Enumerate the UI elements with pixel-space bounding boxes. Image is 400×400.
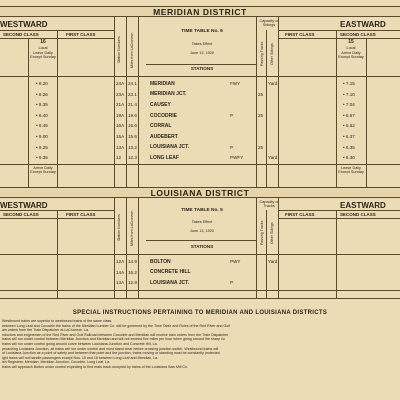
meridian-eastward-label: EASTWARD [340, 20, 386, 29]
louisiana-station-name: BOLTON [150, 258, 171, 265]
meridian-station-name: MERIDIAN JCT. [150, 91, 187, 98]
meridian-e-time: • 6.37 [343, 134, 355, 139]
meridian-station-number: 21A [116, 102, 125, 108]
louisiana-miles: 16.2 [128, 269, 137, 275]
louisiana-station-number: 14A [116, 269, 125, 275]
instruction-line: Westbound trains are superior to westbound trains of the same class. [2, 319, 113, 323]
louisiana-station-code: PWY [230, 259, 241, 264]
louisiana-stations-header: STATIONS [190, 244, 214, 249]
meridian-e-time: • 7.04 [343, 102, 355, 108]
meridian-station-number: 16A [116, 123, 125, 129]
meridian-w-second-class: SECOND CLASS [3, 32, 39, 37]
meridian-w-train-schedule: Leave Daily Except Sunday [30, 51, 56, 60]
louisiana-miles: 14.9 [128, 259, 137, 264]
meridian-w-arrive: Arrive Daily Except Sunday [30, 166, 56, 175]
meridian-w-time: • 9.35 [36, 155, 48, 161]
louisiana-station-number: 13A [116, 280, 125, 285]
meridian-e-time: • 6.57 [343, 112, 355, 118]
meridian-westward-label: WESTWARD [0, 20, 48, 29]
meridian-station-name: CAUSEY [150, 101, 171, 108]
meridian-e-leave: Leave Daily Except Sunday [338, 166, 364, 175]
instruction-line: between Long Leaf and Cocodrie the trains of the Meridian Lumber Co. will be governed by the Time Table and Rules of the Red River and Gulf [2, 323, 231, 328]
louisiana-w-second-class: SECOND CLASS [3, 212, 39, 217]
meridian-takes-effect: Takes Effect [191, 42, 213, 46]
meridian-w-train-type: Local [38, 46, 48, 50]
louisiana-takes-effect: Takes Effect [191, 220, 213, 224]
meridian-station-name: MERIDIAN [150, 80, 175, 87]
meridian-other-sidings: Yard [268, 81, 278, 86]
meridian-w-time: • 8.20 [36, 81, 48, 86]
meridian-e-first-class: FIRST CLASS [285, 32, 315, 37]
meridian-other-sidings-header: Other Sidings [270, 43, 274, 65]
meridian-station-code: P [230, 144, 234, 150]
instruction-line: trains will approach Bolton under control expecting to find mats track occupied by trains of the Louisiana Saw Mill Co. [2, 364, 188, 369]
instruction-line: nductors and enginemen of the Red River and Gulf Railroad between Cocodrie and Meridian will receive train orders from the Train Dispatcher [2, 332, 229, 337]
instruction-line: of Louisiana Junction as a point of safety and between that point and the junction, trains moving or standing must be constantly protected [2, 351, 220, 356]
meridian-station-code: FWY [230, 81, 241, 86]
meridian-e-time: • 6.35 [343, 144, 355, 150]
louisiana-station-code: P [230, 280, 234, 285]
meridian-capacity-header: Capacity of Sidings [259, 19, 279, 28]
meridian-e-time: • 7.15 [343, 81, 355, 86]
louisiana-miles-header: Miles from LaCroneon [130, 210, 134, 246]
meridian-e-train-type: Local [346, 46, 356, 50]
meridian-station-name: COCODRIE [150, 112, 177, 119]
meridian-e-train-schedule: Arrive Daily Except Sunday [338, 51, 364, 60]
louisiana-station-name: LOUISIANA JCT. [150, 279, 189, 286]
meridian-miles: 13.2 [128, 144, 137, 150]
instruction-line: trains will run under control between Meridian Junction and Meridian and will not exceed five miles per hour when going around the sharp cu [2, 337, 225, 342]
meridian-w-time: • 9.00 [36, 134, 48, 139]
louisiana-station-number: 12A [116, 259, 125, 264]
meridian-effective-date: June 13, 1920 [189, 51, 215, 55]
meridian-station-number: 19A [116, 112, 125, 118]
meridian-station-name: LOUISIANA JCT. [150, 144, 189, 151]
meridian-station-number: 15A [116, 134, 125, 139]
meridian-station-name: AUDEBERT [150, 133, 178, 140]
meridian-station-numbers-header: Station Numbers [117, 36, 121, 64]
louisiana-district-title: LOUISIANA DISTRICT [150, 188, 250, 198]
meridian-w-time: • 8.45 [36, 123, 48, 129]
louisiana-w-first-class: FIRST CLASS [66, 212, 96, 217]
meridian-miles: 21.4 [128, 102, 137, 108]
meridian-w-train-number: 16 [40, 39, 46, 45]
meridian-w-time: • 8.26 [36, 91, 48, 97]
instruction-line: ight trains will not handle passengers except Nos. 15 and 16 between Long Leaf and Meridian, La. [2, 355, 159, 360]
louisiana-effective-date: June 13, 1920 [189, 229, 215, 233]
louisiana-e-second-class: SECOND CLASS [340, 212, 376, 217]
meridian-miles: 16.6 [128, 123, 137, 129]
meridian-station-number: 24A [116, 81, 125, 86]
meridian-passing-tracks-header: Passing Tracks [260, 41, 264, 67]
meridian-passing-capacity: 25 [258, 91, 264, 97]
louisiana-miles: 12.8 [128, 280, 137, 285]
louisiana-eastward-label: EASTWARD [340, 201, 386, 210]
instruction-line: ish Registers: Meridian, Meridian Junction, Cocodrie, Long Leaf, La. [2, 360, 111, 365]
meridian-miles: 15.6 [128, 134, 137, 139]
meridian-miles: 19.6 [128, 112, 137, 118]
instruction-line: trains will run under control going around curve between Louisiana Junction and Concrete Hill, La. [2, 341, 158, 346]
meridian-timetable-number: TIME TABLE No. 6 [181, 29, 223, 34]
meridian-station-number: 12 [116, 155, 122, 161]
louisiana-westward-label: WESTWARD [0, 201, 48, 210]
special-instructions-heading: SPECIAL INSTRUCTIONS PERTAINING TO MERIDIAN AND LOUISIANA DISTRICTS [72, 310, 328, 316]
meridian-e-time: • 6.52 [343, 123, 355, 129]
meridian-passing-capacity: 25 [258, 144, 264, 150]
instruction-line: proaching Louisiana Junction, all trains will run under control and must stand clear before crossing junction switch. Westbound trains will [2, 346, 219, 351]
meridian-station-number: 13A [116, 144, 125, 150]
louisiana-station-numbers-header: Station Numbers [117, 214, 121, 242]
louisiana-e-first-class: FIRST CLASS [285, 212, 315, 217]
meridian-e-train-number: 15 [348, 39, 354, 45]
meridian-station-code: P [230, 112, 234, 118]
meridian-miles-header: Miles from LaCroneon [130, 32, 134, 68]
special-instructions-text [2, 319, 398, 370]
meridian-stations-header: STATIONS [190, 66, 214, 71]
meridian-district-title: MERIDIAN DISTRICT [153, 7, 247, 17]
instruction-line: ain orders from the Train Dispatcher at LaCroneon, La. [2, 328, 90, 333]
meridian-w-first-class: FIRST CLASS [66, 32, 96, 37]
meridian-miles: 12.3 [128, 155, 137, 161]
meridian-e-time: • 6.30 [343, 155, 355, 161]
meridian-station-name: LONG LEAF [150, 154, 179, 161]
louisiana-capacity-header: Capacity of Tracks [259, 200, 279, 209]
meridian-w-time: • 8.40 [36, 112, 48, 118]
louisiana-timetable-number: TIME TABLE No. 5 [181, 208, 223, 213]
louisiana-passing-tracks-header: Passing Tracks [260, 220, 264, 246]
meridian-miles: 24.1 [128, 81, 137, 86]
meridian-station-name: CORRAL [150, 123, 172, 130]
meridian-station-code: PWFY [230, 155, 244, 161]
meridian-passing-capacity: 25 [258, 112, 264, 118]
louisiana-other-sidings: Yard [268, 259, 278, 264]
meridian-station-number: 23A [116, 91, 125, 97]
louisiana-other-sidings-header: Other Sidings [270, 222, 274, 244]
meridian-w-time: • 8.35 [36, 102, 48, 108]
meridian-e-second-class: SECOND CLASS [340, 32, 376, 37]
meridian-w-time: • 9.25 [36, 144, 48, 150]
meridian-miles: 23.1 [128, 91, 137, 97]
meridian-e-time: • 7.10 [343, 91, 355, 97]
meridian-other-sidings: Yard [268, 155, 278, 161]
louisiana-station-name: CONCRETE HILL [150, 269, 191, 276]
